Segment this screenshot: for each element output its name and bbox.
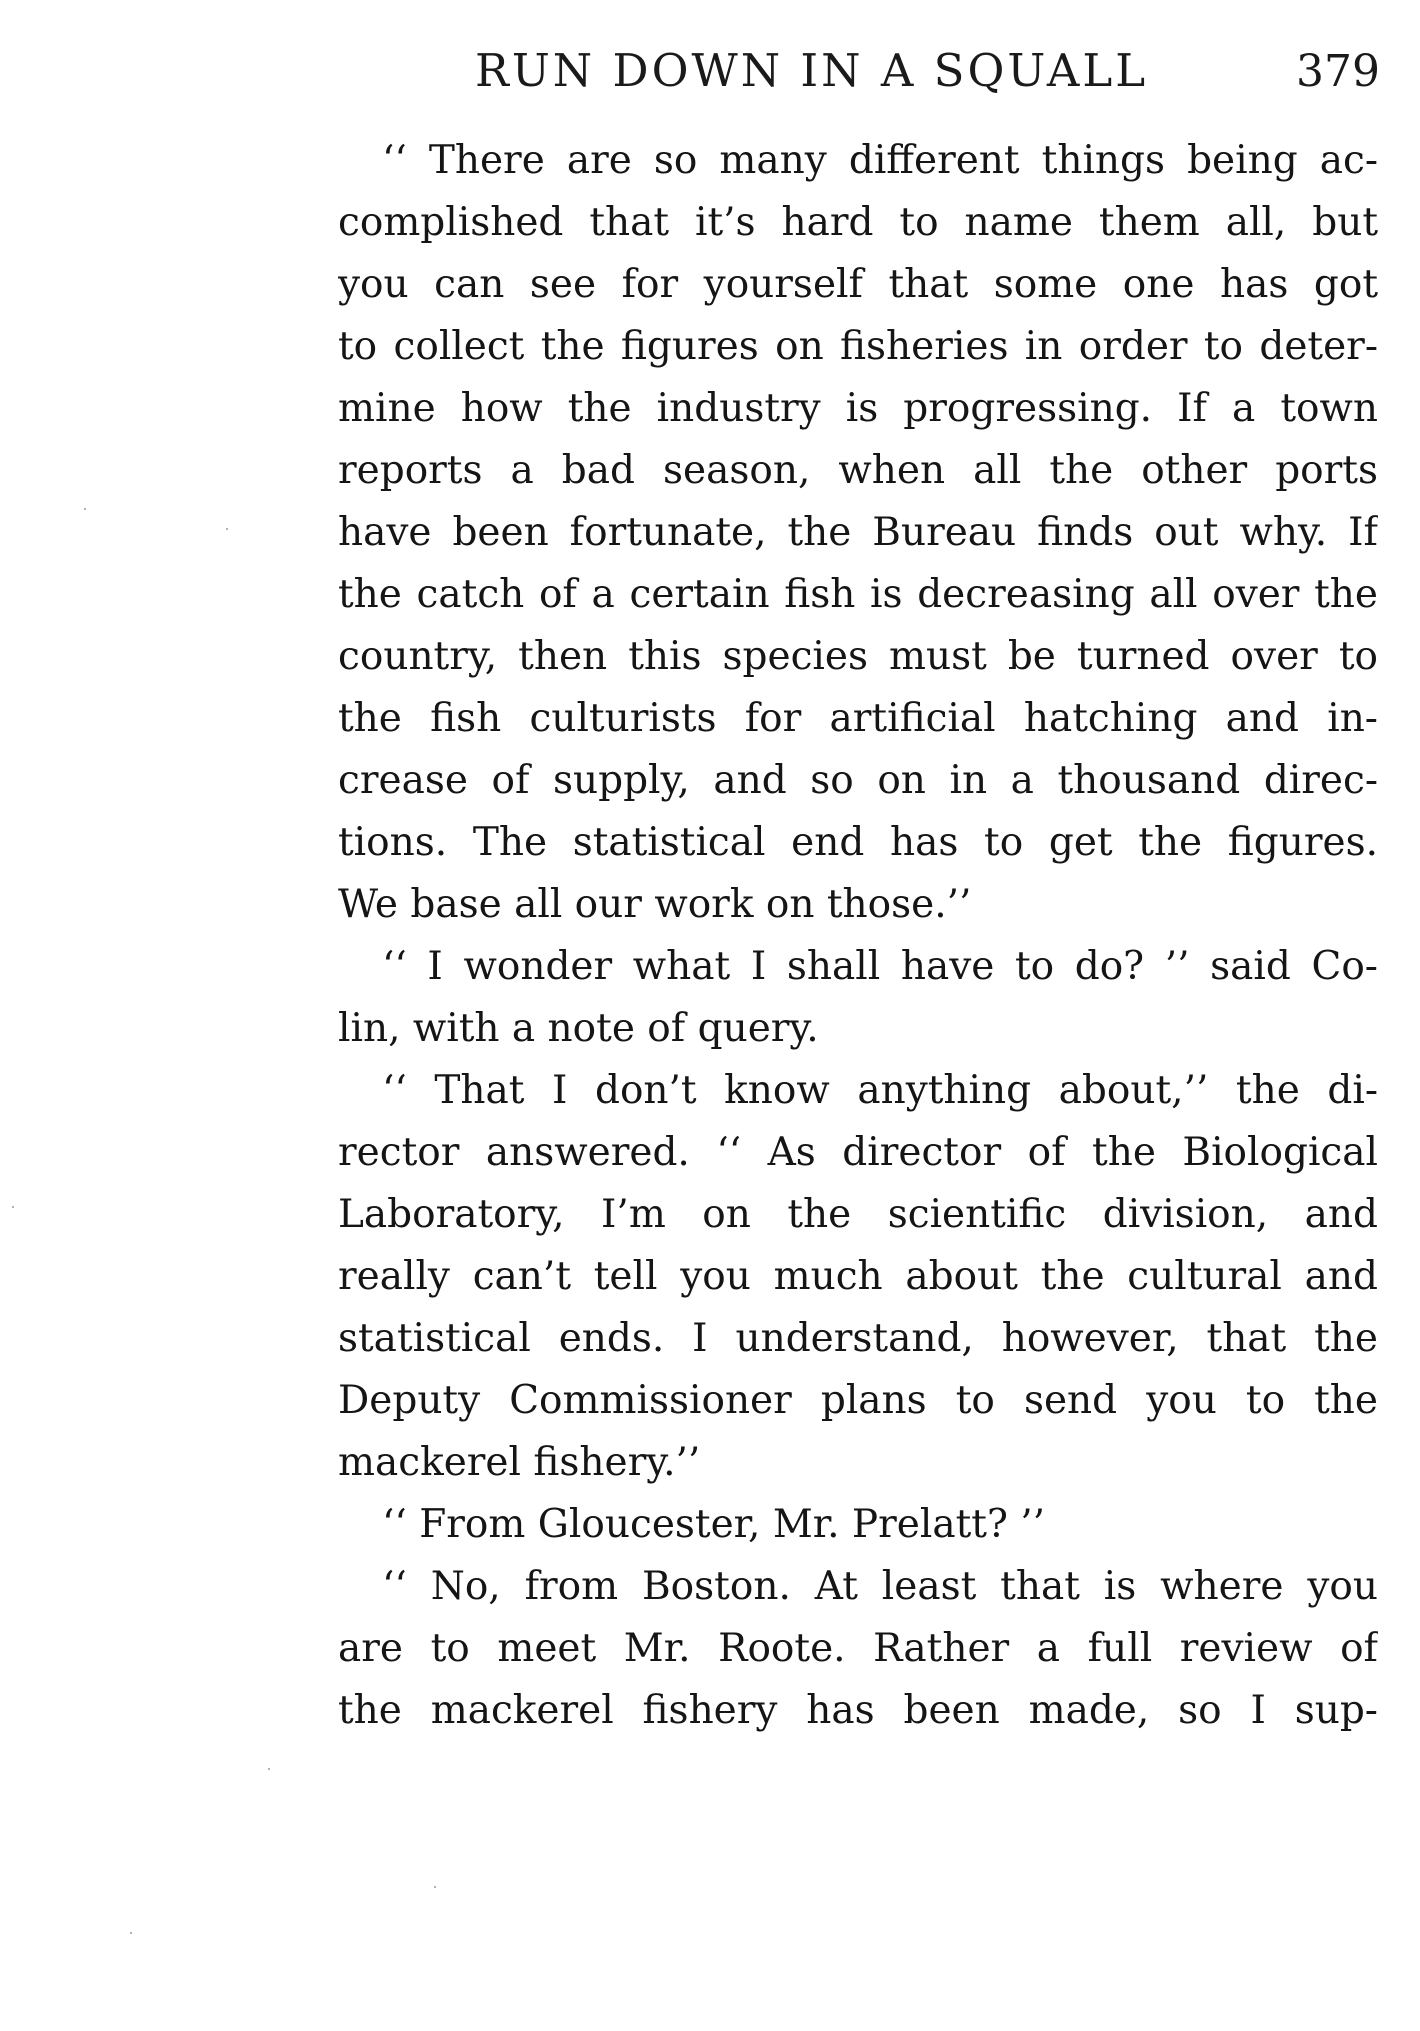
text-line: reports a bad season, when all the other ports — [338, 448, 1378, 493]
text-line: you can see for yourself that some one has got — [338, 262, 1378, 307]
running-header — [340, 40, 1380, 110]
text-line: country, then this species must be turned over to — [338, 634, 1378, 679]
text-line: ‘‘ I wonder what I shall have to do? ’’ said Co- — [382, 944, 1378, 989]
text-line: the fish culturists for artificial hatching and in- — [338, 696, 1378, 741]
text-line: the catch of a certain fish is decreasing all over the — [338, 572, 1378, 617]
scan-speck — [84, 508, 86, 510]
scan-speck — [226, 528, 228, 530]
text-line: mine how the industry is progressing. If a town — [338, 386, 1378, 431]
text-line: We base all our work on those.’’ — [338, 882, 972, 927]
text-line: Laboratory, I’m on the scientific division, and — [338, 1192, 1378, 1237]
body-text — [338, 130, 1378, 1742]
text-line: ‘‘ From Gloucester, Mr. Prelatt? ’’ — [382, 1502, 1046, 1547]
text-line: complished that it’s hard to name them all, but — [338, 200, 1378, 245]
text-line: have been fortunate, the Bureau finds out why. If — [338, 510, 1378, 555]
text-line: ‘‘ That I don’t know anything about,’’ the di- — [382, 1068, 1378, 1113]
text-line: to collect the figures on fisheries in order to deter- — [338, 324, 1378, 369]
text-line: rector answered. ‘‘ As director of the Biological — [338, 1130, 1378, 1175]
text-line: the mackerel fishery has been made, so I sup- — [338, 1688, 1378, 1733]
text-line: are to meet Mr. Roote. Rather a full review of — [338, 1626, 1378, 1671]
running-title: RUN DOWN IN A SQUALL — [475, 44, 1149, 97]
text-line: lin, with a note of query. — [338, 1006, 819, 1051]
text-line: ‘‘ No, from Boston. At least that is where you — [382, 1564, 1378, 1609]
text-line: ‘‘ There are so many different things being ac- — [382, 138, 1378, 183]
text-line: statistical ends. I understand, however, that the — [338, 1316, 1378, 1361]
page-number: 379 — [1296, 46, 1380, 97]
scan-speck — [434, 1886, 436, 1888]
text-line: mackerel fishery.’’ — [338, 1440, 701, 1485]
text-line: really can’t tell you much about the cultural and — [338, 1254, 1378, 1299]
scan-speck — [130, 1932, 132, 1934]
text-line: Deputy Commissioner plans to send you to the — [338, 1378, 1378, 1423]
scan-speck — [12, 1206, 14, 1208]
scan-speck — [268, 1768, 270, 1770]
text-line: crease of supply, and so on in a thousand direc- — [338, 758, 1378, 803]
text-line: tions. The statistical end has to get the figures. — [338, 820, 1378, 865]
